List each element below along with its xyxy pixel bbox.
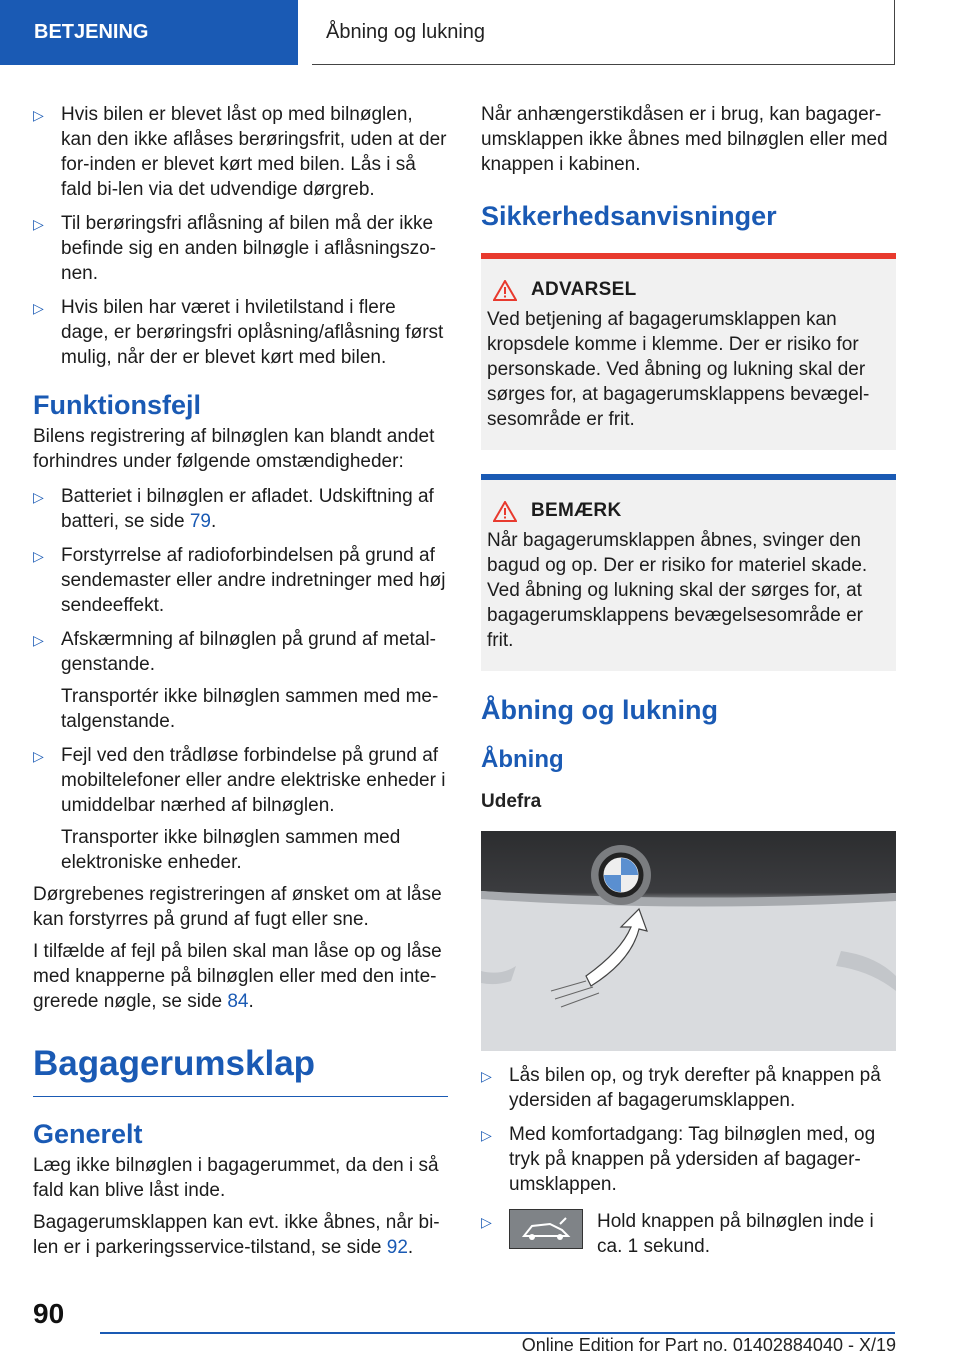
heading-generelt: Generelt xyxy=(33,1119,143,1149)
paragraph: Bagagerumsklappen kan evt. ikke åbnes, når bi-len er i parkeringsservice-tilstand, se side 92. xyxy=(33,1212,440,1258)
warning-title: ADVARSEL xyxy=(487,279,890,301)
list-item: ▷ Hvis bilen er blevet låst op med bilnøglen, kan den ikke aflåses berøringsfrit, uden at der for-inden er blevet kørt med bilen. Lås i så fald bi-len via det udvendige dørgreb. xyxy=(33,104,447,200)
list-item: ▷ Med komfortadgang: Tag bilnøglen med, og tryk på knappen på ydersiden af bagager-umsklappen. xyxy=(481,1124,876,1195)
page-number: 90 xyxy=(33,1298,65,1329)
heading-aabning-og-lukning: Åbning og lukning xyxy=(481,695,718,725)
paragraph: Bilens registrering af bilnøglen kan blandt andet forhindres under følgende omstændigheder: xyxy=(33,426,435,472)
page-link-92[interactable]: 92 xyxy=(386,1237,408,1258)
bullet-icon: ▷ xyxy=(33,748,44,764)
notice-box xyxy=(481,474,896,671)
warning-triangle-icon xyxy=(493,501,517,522)
notice-title: BEMÆRK xyxy=(487,500,890,522)
heading-aabning: Åbning xyxy=(481,746,564,773)
bullet-icon: ▷ xyxy=(33,548,44,564)
heading-udefra: Udefra xyxy=(481,791,542,812)
section-tab xyxy=(0,0,298,65)
chapter-title: Åbning og lukning xyxy=(326,20,486,43)
list-subtext: Transportér ikke bilnøglen sammen med me-talgenstande. xyxy=(61,686,439,732)
footer-edition: Online Edition for Part no. 01402884040 - X/19 xyxy=(521,1335,896,1355)
chapter-header xyxy=(312,0,895,65)
paragraph: Når anhængerstikdåsen er i brug, kan bagager-umsklappen ikke åbnes med bilnøglen eller med knappen i kabinen. xyxy=(481,104,888,175)
trunk-button-photo xyxy=(481,831,896,1051)
heading-funktionsfejl: Funktionsfejl xyxy=(33,390,201,420)
warning-triangle-icon xyxy=(493,280,517,301)
paragraph: I tilfælde af fejl på bilen skal man låse op og låse med knapperne på bilnøglen eller med den inte-grerede nøgle, se side 84. xyxy=(33,941,442,1012)
list-item: ▷ Afskærmning af bilnøglen på grund af metal-genstande. xyxy=(33,629,436,675)
bullet-icon: ▷ xyxy=(481,1214,492,1230)
section-label: BETJENING xyxy=(34,21,149,43)
bullet-icon: ▷ xyxy=(33,300,44,316)
heading-sikkerhedsanvisninger: Sikkerhedsanvisninger xyxy=(481,201,777,231)
bullet-icon: ▷ xyxy=(33,216,44,232)
bullet-icon: ▷ xyxy=(481,1068,492,1084)
list-item: ▷ Til berøringsfri aflåsning af bilen må der ikke befinde sig en anden bilnøgle i aflåsningszo-nen. xyxy=(33,213,436,284)
bullet-icon: ▷ xyxy=(33,107,44,123)
page-link-84[interactable]: 84 xyxy=(227,991,249,1012)
warning-text: Ved betjening af bagagerumsklappen kan kropsdele komme i klemme. Der er risiko for personskade. Ved åbning og lukning skal der sørges for, at bagagerumsklappens bevægel-sesområde er frit. xyxy=(487,309,870,430)
list-item: ▷ Fejl ved den trådløse forbindelse på grund af mobiltelefoner eller andre elektriske enheder i umiddelbar nærhed af bilnøglen. xyxy=(33,745,446,816)
bullet-icon: ▷ xyxy=(33,489,44,505)
list-item: ▷ Hvis bilen har været i hviletilstand i flere dage, er berøringsfri oplåsning/aflåsning først mulig, når der er blevet kørt med bilen. xyxy=(33,297,444,368)
page-link-79[interactable]: 79 xyxy=(189,511,211,532)
bullet-icon: ▷ xyxy=(481,1127,492,1143)
warning-box xyxy=(481,253,896,450)
list-subtext: Transporter ikke bilnøglen sammen med elektroniske enheder. xyxy=(61,827,401,873)
list-item: ▷ Lås bilen op, og tryk derefter på knappen på ydersiden af bagagerumsklappen. xyxy=(481,1065,881,1111)
footer-divider xyxy=(100,1332,895,1334)
list-item: ▷ Batteriet i bilnøglen er afladet. Udskiftning af batteri, se side 79. xyxy=(33,486,434,532)
notice-text: Når bagagerumsklappen åbnes, svinger den bagud og op. Der er risiko for materiel skade. Ved åbning og lukning skal der sørges for, at bagagerumsklappens bevægelsesområde er frit. xyxy=(487,530,868,651)
bullet-icon: ▷ xyxy=(33,632,44,648)
left-column xyxy=(33,102,448,1267)
list-item: ▷ Hold knappen på bilnøglen inde i ca. 1 sekund. xyxy=(481,1211,874,1257)
key-trunk-button-icon xyxy=(509,1209,583,1249)
paragraph: Læg ikke bilnøglen i bagagerummet, da den i så fald kan blive låst inde. xyxy=(33,1155,439,1201)
heading-bagagerumsklap: Bagagerumsklap xyxy=(33,1042,448,1097)
paragraph: Dørgrebenes registreringen af ønsket om at låse kan forstyrres på grund af fugt eller sne. xyxy=(33,884,442,930)
list-item: ▷ Forstyrrelse af radioforbindelsen på grund af sendemaster eller andre indretninger med høj sendeeffekt. xyxy=(33,545,446,616)
right-column xyxy=(481,102,896,1268)
